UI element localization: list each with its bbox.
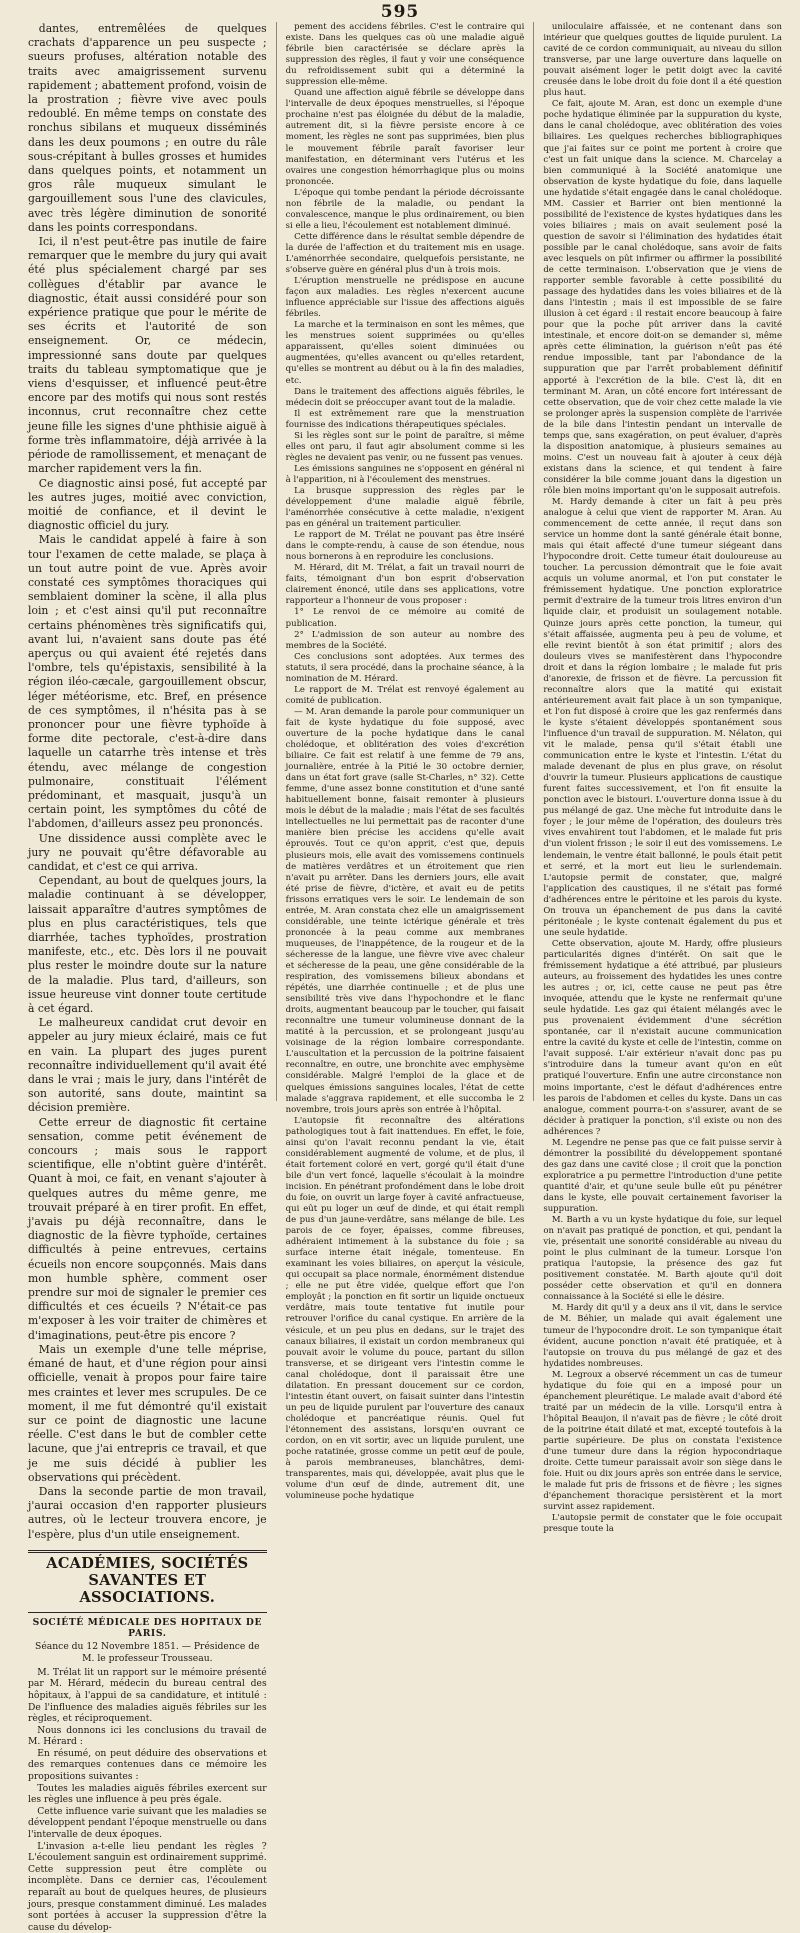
paragraph: M. Hardy dit qu'il y a deux ans il vit, dans le service de M. Béhier, un malade qui avait également une tumeur de l'hypocondre droit. Le son tympanique était évident, aucune ponction n'avait été pratiquée, et à l'autopsie on trouva du pus mélangé de gaz et des hydatides nombreuses.: [543, 1303, 783, 1369]
paragraph: Mais un exemple d'une telle méprise, émané de haut, et d'une région pour ainsi officielle, venait à propos pour faire taire mes craintes et lever mes scrupules. De ce moment, il me fut démontré qu'il existait sur ce point de diagnostic une lacune réelle. C'est dans le but de combler cette lacune, que j'ai entrepris ce travail, et que je me suis décidé à publier les observations qui précèdent.: [28, 1342, 267, 1484]
paragraph: Le malheureux candidat crut devoir en appeler au jury mieux éclairé, mais ce fut en vain. La plupart des juges purent reconnaître individuellement qu'il avait été dans le vrai ; mais le jury, dans l'intérêt de son autorité, sans doute, maintint sa décision première.: [28, 1016, 267, 1115]
paragraph: En résumé, on peut déduire des observations et des remarques contenues dans ce mémoire les propositions suivantes :: [28, 1747, 267, 1783]
paragraph: Il est extrêmement rare que la menstruation fournisse des indications thérapeutiques spéciales.: [285, 408, 525, 430]
paragraph: Si les règles sont sur le point de paraître, si même elles ont paru, il faut agir absolument comme si les règles ne devaient pas venir, ou ne fussent pas venues.: [285, 430, 525, 463]
paragraph: Le rapport de M. Trélat ne pouvant pas être inséré dans le compte-rendu, à cause de son étendue, nous nous bornerons à en reproduire les conclusions.: [285, 530, 525, 563]
paragraph: M. Legendre ne pense pas que ce fait puisse servir à démontrer la possibilité du développement spontané des gaz dans une cavité close ; il croit que la ponction exploratrice a pu permettre l'introduction d'une petite quantité d'air, et qu'une seule bulle eût pu pénétrer dans le kyste, elle pouvait certainement favoriser la suppuration.: [543, 1137, 783, 1215]
paragraph: L'autopsie fit reconnaître des altérations pathologiques tout à fait inattendues. En effet, le foie, ainsi qu'on l'avait reconnu pendant la vie, était considérablement augmenté de volume, et de plus, il était fortement coloré en vert, gorgé qu'il était d'une bile d'un vert foncé, laquelle s'écoulait à la moindre incision. En pénétrant profondément dans le lobe droit du foie, on ouvrit un large foyer à cavité anfractueuse, qui eût pu loger un œuf de dinde, et qui était rempli de pus d'un jaune-verdâtre, sans mélange de bile. Les parois de ce foyer, épaisses, comme fibreuses, adhéraient intimement à la substance du foie ; sa surface interne était inégale, tomenteuse. En examinant les voies biliaires, on aperçut la vésicule, qui occupait sa place normale, énormément distendue ; elle ne put être vidée, quelque effort que l'on employât ; la ponction en fit sortir un liquide onctueux verdâtre, mais toute tentative fut inutile pour retrouver l'orifice du canal cystique. En arrière de la vésicule, et un peu plus en dedans, sur le trajet des canaux biliaires, il existait un cordon membraneux qui pouvait avoir le volume du pouce, partant du sillon transverse, et se dirigeant vers l'intestin comme le canal cholédoque, dont il paraissait être une dilatation. En pressant doucement sur ce cordon, l'intestin étant ouvert, on faisait suinter dans l'intestin un peu de liquide purulent par l'ouverture des canaux cholédoque et pancréatique réunis. Quel fut l'étonnement des assistans, lorsqu'en ouvrant ce cordon, on en vit sortir, avec un liquide purulent, une poche ratatinée, grosse comme un petit œuf de poule, à parois membraneuses, blanchâtres, demi-transparentes, mais qui, développée, avait plus que le volume d'un œuf de dinde, autrement dit, une volumineuse poche hydatique: [285, 1115, 525, 1502]
paragraph: Ce fait, ajoute M. Aran, est donc un exemple d'une poche hydatique éliminée par la suppuration du kyste, dans le canal cholédoque, avec oblitération des voies biliaires. Les quelques recherches bibliographiques que j'ai faites sur ce point me portent à croire que c'est un fait unique dans la science. M. Charcelay a bien communiqué à la Société anatomique une observation de kyste hydatique du foie, dans laquelle une hydatide s'était engagée dans le canal cholédoque. MM. Cassier et Barrier ont bien mentionné la possibilité de l'existence de kystes hydatiques dans les voies biliaires ; mais on avait seulement posé la question de savoir si l'élimination des hydatides était possible par le canal cholédoque, sans avoir de faits avec lesquels on pût infirmer ou affirmer la possibilité de cette terminaison. L'observation que je viens de rapporter semble favorable à cette possibilité du passage des hydatides dans les voies biliaires et de là dans l'intestin ; mais il est impossible de se faire illusion à cet égard : il restait encore beaucoup à faire pour que la poche pût arriver dans la cavité intestinale, et encore doit-on se demander si, même après cette élimination, la guérison n'eût pas été rendue impossible, tant par l'abondance de la suppuration que par l'arrêt probablement définitif apporté à l'excrétion de la bile. C'est là, dit en terminant M. Aran, un côté encore fort intéressant de cette observation, que de voir chez cette malade la vie se prolonger après la suspension complète de l'arrivée de la bile dans l'intestin pendant un intervalle de temps que, sans exagération, on peut évaluer, d'après la disposition anatomique, à plusieurs semaines au moins. C'est un nouveau fait à ajouter à ceux déjà existans dans la science, et qui tendent à faire considérer la bile comme jouant dans la digestion un rôle bien moins important qu'on le supposait autrefois.: [543, 99, 783, 496]
column-rule: [533, 22, 534, 1101]
paragraph: dantes, entremêlées de quelques crachats d'apparence un peu suspecte ; sueurs profuses, altération notable des traits avec amaigrissement survenu rapidement ; abattement profond, voisin de la prostration ; fièvre vive avec pouls redoublé. En même temps on constate des ronchus sibilans et muqueux disséminés dans les deux poumons ; en outre du râle sous-crépitant à bulles grosses et humides dans quelques points, et notamment un gros râle muqueux simulant le gargouillement sous l'une des clavicules, avec très légère diminution de sonorité dans les points correspondans.: [28, 22, 267, 234]
paragraph: M. Trélat lit un rapport sur le mémoire présenté par M. Hérard, médecin du bureau central des hôpitaux, à l'appui de sa candidature, et intitulé : De l'influence des maladies aiguës fébriles sur les règles, et réciproquement.: [28, 1666, 267, 1725]
paragraph: Ici, il n'est peut-être pas inutile de faire remarquer que le membre du jury qui avait été plus spécialement chargé par ses collègues d'établir par avance le diagnostic, était aussi considéré pour son expérience pratique que pour le mérite de ses écrits et l'autorité de son enseignement. Or, ce médecin, impressionné sans doute par quelques traits du tableau symptomatique que je viens d'esquisser, et influencé peut-être encore par des motifs qui nous sont restés inconnus, crut reconnaître chez cette jeune fille les signes d'une phthisie aiguë à forme très inflammatoire, déjà arrivée à la période de ramollissement, et menaçant de marcher rapidement vers la fin.: [28, 235, 267, 476]
section-divider-lower: [28, 1612, 267, 1613]
session-line: Séance du 12 Novembre 1851. — Présidence de M. le professeur Trousseau.: [35, 1640, 260, 1664]
paragraph: Cette influence varie suivant que les maladies se développent pendant l'époque menstruelle ou dans l'intervalle de deux époques.: [28, 1805, 267, 1841]
paragraph: — M. Aran demande la parole pour communiquer un fait de kyste hydatique du foie supposé, avec ouverture de la poche hydatique dans le canal cholédoque, et oblitération des voies d'excrétion biliaire. Ce fait est relatif à une femme de 79 ans, journalière, entrée à la Pitié le 30 octobre dernier, dans un état fort grave (salle St-Charles, n° 32). Cette femme, d'une assez bonne constitution et d'une santé habituellement bonne, faisait remonter à plusieurs mois le début de la maladie ; mais l'état de ses facultés intellectuelles ne lui permettait pas de raconter d'une manière bien précise les accidens qu'elle avait éprouvés. Tout ce qu'on apprit, c'est que, depuis plusieurs mois, elle avait des vomissemens continuels de matières verdâtres et un étroitement que rien n'avait pu arrêter. Dans les derniers jours, elle avait été prise de fièvre, d'ictère, et avait eu de petits frissons erratiques vers le soir. Le lendemain de son entrée, M. Aran constata chez elle un amaigrissement considérable, une teinte ictérique générale et très prononcée à la peau comme aux membranes muqueuses, de l'inappétence, de la rougeur et de la sécheresse de la langue, une fièvre vive avec chaleur et sécheresse de la peau, une gêne considérable de la respiration, des vomissemens bilieux abondans et répétés, une diarrhée continuelle ; et de plus une sensibilité très vive dans l'hypochondre et le flanc droits, augmentant beaucoup par le toucher, qui faisait reconnaître une tumeur volumineuse donnant de la matité à la percussion, et se prolongeant jusqu'au voisinage de la région lombaire correspondante. L'auscultation et la percussion de la poitrine faisaient reconnaître, en outre, une bronchite avec emphysème considérable. Malgré l'emploi de la glace et de quelques émissions sanguines locales, l'état de cette malade s'aggrava rapidement, et elle succomba le 2 novembre, trois jours après son entrée à l'hôpital.: [285, 706, 525, 1115]
paragraph: uniloculaire affaissée, et ne contenant dans son intérieur que quelques gouttes de liquide purulent. La cavité de ce cordon communiquait, au niveau du sillon transverse, par une large ouverture dans laquelle on pouvait aisément loger le petit doigt avec la cavité creusée dans le lobe droit du foie dont il a été question plus haut.: [543, 22, 783, 99]
left-column: [28, 22, 267, 1933]
paragraph: L'éruption menstruelle ne prédispose en aucune façon aux maladies. Les règles n'exercent aucune influence appréciable sur l'issue des affections aiguës fébriles.: [285, 276, 525, 320]
paragraph: Cette différence dans le résultat semble dépendre de la durée de l'affection et du traitement mis en usage. L'aménorrhée secondaire, quelquefois persistante, ne s'observe guère en général plus d'un à trois mois.: [285, 231, 525, 276]
paragraph: L'autopsie permit de constater que le foie occupait presque toute la: [543, 1513, 783, 1535]
paragraph: Les émissions sanguines ne s'opposent en général ni à l'apparition, ni à l'écoulement des menstrues.: [285, 463, 525, 485]
paragraph: pement des accidens fébriles. C'est le contraire qui existe. Dans les quelques cas où une maladie aiguë fébrile bien caractérisée se déclare après la suppression des règles, il faut y voir une conséquence du refroidissement subit qui a déterminé la suppression elle-même.: [285, 22, 525, 88]
paragraph: La marche et la terminaison en sont les mêmes, que les menstrues soient supprimées ou qu'elles apparaissent, qu'elles soient diminuées ou augmentées, qu'elles avancent ou qu'elles retardent, qu'elles se montrent au début ou à la fin des maladies, etc.: [285, 320, 525, 386]
paragraph: 1° Le renvoi de ce mémoire au comité de publication.: [285, 607, 525, 629]
paragraph: L'invasion a-t-elle lieu pendant les règles ? L'écoulement sanguin est ordinairement supprimé. Cette suppression peut être complète ou incomplète. Dans ce dernier cas, l'écoulement reparaît au bout de quelques heures, de plusieurs jours, presque constamment diminué. Les malades sont portées à accuser la suppression d'être la cause du dévelop-: [28, 1840, 267, 1933]
paragraph: Ce diagnostic ainsi posé, fut accepté par les autres juges, moitié avec conviction, moitié de confiance, et il devint le diagnostic officiel du jury.: [28, 476, 267, 533]
paragraph: Cette erreur de diagnostic fit certaine sensation, comme petit événement de concours ; mais sous le rapport scientifique, elle n'obtint guère d'intérêt. Quant à moi, ce fait, en venant s'ajouter à quelques autres du même genre, me trouvait préparé à en tirer profit. En effet, j'avais pu déjà reconnaître, dans le diagnostic de la fièvre typhoïde, certaines difficultés à peine entrevues, certains écueils non encore soupçonnés. Mais dans mon humble sphère, comment oser prendre sur moi de signaler le premier ces difficultés et ces écueils ? N'était-ce pas m'exposer à les voir traiter de chimères et d'imaginations, peut-être pis encore ?: [28, 1115, 267, 1342]
paragraph: M. Hérard, dit M. Trélat, a fait un travail nourri de faits, témoignant d'un bon esprit d'observation clairement énoncé, utile dans ses applications, votre rapporteur a l'honneur de vous proposer :: [285, 563, 525, 607]
paragraph: Dans la seconde partie de mon travail, j'aurai occasion d'en rapporter plusieurs autres, où le lecteur trouvera encore, je l'espère, plus d'un utile enseignement.: [28, 1484, 267, 1541]
paragraph: 2° L'admission de son auteur au nombre des membres de la Société.: [285, 629, 525, 651]
paragraph: Ces conclusions sont adoptées. Aux termes des statuts, il sera procédé, dans la prochaine séance, à la nomination de M. Hérard.: [285, 651, 525, 684]
paragraph: Cependant, au bout de quelques jours, la maladie continuant à se développer, laissait apparaître d'autres symptômes de plus en plus caractéristiques, tels que diarrhée, taches typhoïdes, prostration manifeste, etc., etc. Dès lors il ne pouvait plus rester le moindre doute sur la nature de la maladie. Plus tard, d'ailleurs, son issue heureuse vint donner toute certitude à cet égard.: [28, 874, 267, 1016]
society-heading: SOCIÉTÉ MÉDICALE DES HOPITAUX DE PARIS.: [32, 1616, 263, 1639]
paragraph: Mais le candidat appelé à faire à son tour l'examen de cette malade, se plaça à un tout autre point de vue. Après avoir constaté ces symptômes thoraciques qui semblaient dominer la scène, il alla plus loin ; et c'est ainsi qu'il put reconnaître certains phénomènes très significatifs qui, avant lui, n'avaient sans doute pas été aperçus ou qui avaient été rejetés dans l'ombre, tels qu'épistaxis, sensibilité à la région iléo-cæcale, gargouillement obscur, léger météorisme, etc. Bref, en présence de ces symptômes, il n'hésita pas à se prononcer pour une fièvre typhoïde à forme dite pectorale, c'est-à-dire dans laquelle un catarrhe très intense et très étendu, avec mélange de congestion pulmonaire, constituait l'élément prédominant, et masquait, jusqu'à un certain point, les symptômes du côté de l'abdomen, d'ailleurs assez peu prononcés.: [28, 533, 267, 831]
paragraph: Dans le traitement des affections aiguës fébriles, le médecin doit se préoccuper avant tout de la maladie.: [285, 386, 525, 408]
paragraph: L'époque qui tombe pendant la période décroissante non fébrile de la maladie, ou pendant la convalescence, manque le plus ordinairement, ou bien si elle a lieu, l'écoulement est notablement diminué.: [285, 187, 525, 231]
text-columns: [28, 22, 783, 1933]
paragraph: Cette observation, ajoute M. Hardy, offre plusieurs particularités dignes d'intérêt. On sait que le frémissement hydatique a été attribué, par plusieurs auteurs, au froissement des hydatides les unes contre les autres ; or, ici, cette cause ne peut pas être invoquée, attendu que le kyste ne renfermait qu'une seule hydatide. Les gaz qui étaient mélangés avec le pus provenaient évidemment d'une sécrétion spontanée, car il n'existait aucune communication entre la cavité du kyste et celle de l'intestin, comme on l'avait supposé. L'air extérieur n'avait donc pas pu s'introduire dans la tumeur avant qu'on en eût pratiqué l'ouverture. Enfin une autre circonstance non moins importante, c'est le défaut d'adhérences entre les parois de l'abdomen et celles du kyste. Dans un cas analogue, comment pourra-t-on s'assurer, avant de se décider à pratiquer la ponction, s'il existe ou non des adhérences ?: [543, 938, 783, 1137]
page-number: 595: [380, 2, 420, 22]
report-paragraphs: [28, 1667, 267, 1933]
paragraph: Le rapport de M. Trélat est renvoyé également au comité de publication.: [285, 684, 525, 706]
section-title: ACADÉMIES, SOCIÉTÉS SAVANTES ET ASSOCIATIONS.: [46, 1554, 249, 1606]
left-paragraphs: [28, 22, 267, 1542]
paragraph: Quand une affection aiguë fébrile se développe dans l'intervalle de deux époques menstruelles, si l'époque prochaine n'est pas éloignée du début de la maladie, autrement dit, si la fièvre persiste encore à ce moment, les règles ne sont pas supprimées, bien plus le mouvement fébrile paraît favoriser leur manifestation, en déterminant vers l'utérus et les ovaires une congestion hémorrhagique plus ou moins prononcée.: [285, 88, 525, 187]
paragraph: Nous donnons ici les conclusions du travail de M. Hérard :: [28, 1724, 267, 1748]
paragraph: M. Hardy demande à citer un fait à peu près analogue à celui que vient de rapporter M. Aran. Au commencement de cette année, il reçut dans son service un homme dont la santé générale était bonne, mais qui était affecté d'une tumeur siégeant dans l'hypocondre droit. Cette tumeur était douloureuse au toucher. La percussion démontrait que le foie avait acquis un volume anormal, et l'on put constater le frémissement hydatique. Une ponction exploratrice permit d'extraire de la tumeur trois litres environ d'un liquide clair, et produisit un soulagement notable. Quinze jours après cette ponction, la tumeur, qui s'était affaissée, augmenta peu à peu de volume, et elle revint bientôt à son état primitif ; alors des douleurs vives se manifestèrent dans l'hypocondre droit et dans la région lombaire ; le malade fut pris d'anorexie, de frisson et de fièvre. La percussion fit reconnaître alors que la matité qui existait antérieurement avait fait place à un son tympanique, et l'on fut disposé à croire que les gaz renfermés dans le kyste s'étaient développés spontanément sous l'influence d'un travail de suppuration. M. Nélaton, qui vit le malade, pensa qu'il s'était établi une communication entre le kyste et l'intestin. L'état du malade devenant de plus en plus grave, on résolut d'ouvrir la tumeur. Plusieurs applications de caustique furent faites successivement, et l'on fit ensuite la ponction avec le bistouri. L'ouverture donna issue à du pus mélangé de gaz. Une mèche fut introduite dans le foyer ; le jour même de l'opération, des douleurs très vives envahirent tout l'abdomen, et le malade fut pris d'un violent frisson ; le soir il eut des vomissemens. Le lendemain, le ventre était ballonné, le pouls était petit et serré, et la mort eut lieu le surlendemain. L'autopsie permit de constater, que, malgré l'application des caustiques, il ne s'était pas formé d'adhérences entre le péritoine et les parois du kyste. On trouva un épanchement de pus dans la cavité péritonéale ; le kyste contenait également du pus et une seule hydatide.: [543, 497, 783, 938]
right-column: [543, 22, 783, 1535]
column-rule: [276, 22, 277, 1101]
paragraph: Une dissidence aussi complète avec le jury ne pouvait qu'être défavorable au candidat, et c'est ce qui arriva.: [28, 831, 267, 873]
section-divider: [28, 1550, 267, 1553]
paragraph: Toutes les maladies aiguës fébriles exercent sur les règles une influence à peu près égale.: [28, 1782, 267, 1806]
middle-column: [285, 22, 525, 1502]
paragraph: M. Legroux a observé récemment un cas de tumeur hydatique du foie qui en a imposé pour un épanchement pleurétique. Le malade avait d'abord été traité par un médecin de la ville. Lorsqu'il entra à l'hôpital Beaujon, il n'avait pas de fièvre ; le côté droit de la poitrine était dilaté et mat, excepté toutefois à la partie supérieure. De plus on constata l'existence d'une tumeur dure dans la région hypocondriaque droite. Cette tumeur paraissait avoir son siège dans le foie. Huit ou dix jours après son entrée dans le service, le malade fut pris de frissons et de fièvre ; les signes d'épanchement thoracique persistèrent et la mort survint assez rapidement.: [543, 1369, 783, 1513]
paragraph: La brusque suppression des règles par le développement d'une maladie aiguë fébrile, l'aménorrhée consécutive à cette maladie, n'exigent pas en général un traitement particulier.: [285, 485, 525, 530]
paragraph: M. Barth a vu un kyste hydatique du foie, sur lequel on n'avait pas pratiqué de ponction, et qui, pendant la vie, présentait une sonorité considérable au niveau du point le plus culminant de la tumeur. Lorsque l'on pratiqua l'autopsie, la présence des gaz fut positivement constatée. M. Barth ajoute qu'il doit posséder cette observation et qu'il en donnera connaissance à la Société si elle le désire.: [543, 1215, 783, 1303]
